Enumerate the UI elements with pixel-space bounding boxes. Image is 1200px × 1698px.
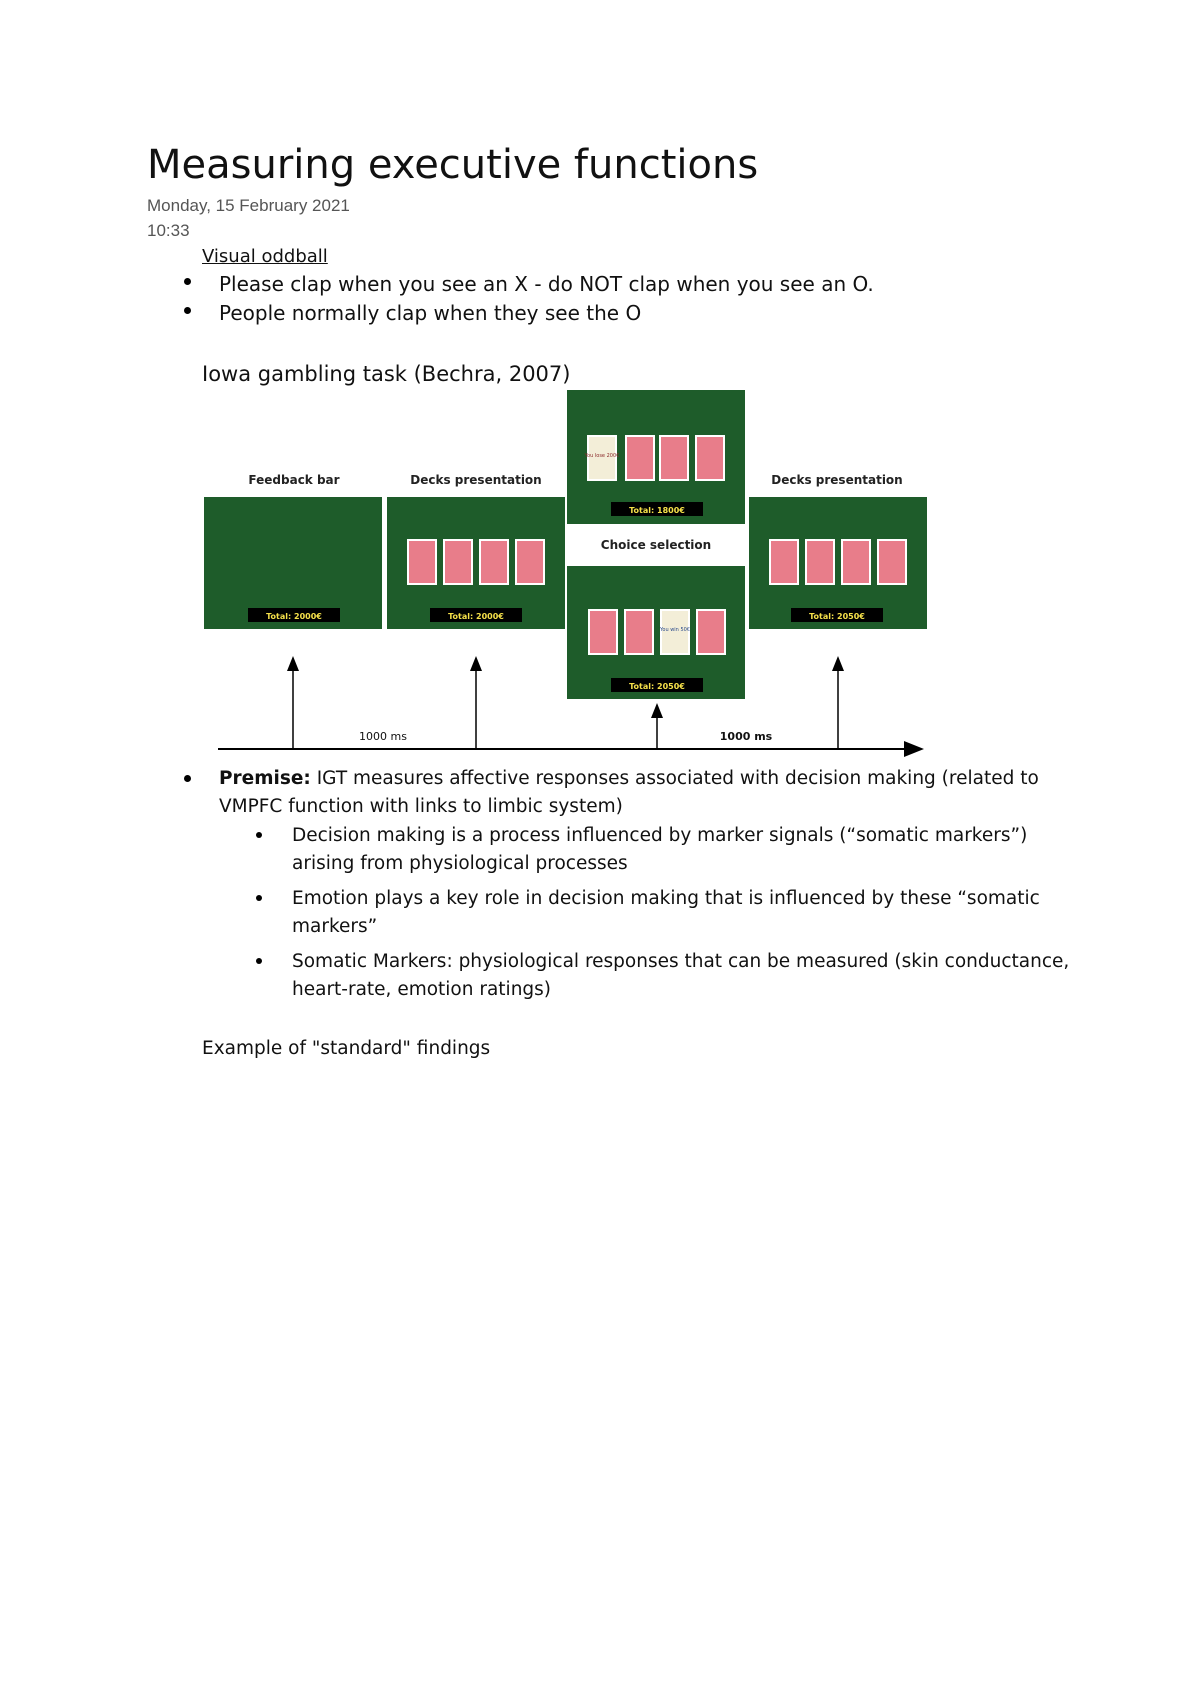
premise-text: IGT measures affective responses associated with decision making (related to VMPFC function with links to limbic system) [219,768,1039,817]
card [444,540,472,584]
card-note-win: You win 50€ [660,627,690,633]
card-note-lose: You lose 200€ [584,453,620,459]
bullet-dot [256,958,262,964]
label-choice-selection: Choice selection [600,538,712,552]
example-heading: Example of "standard" findings [202,1038,491,1059]
card [696,436,724,480]
page-time: 10:33 [147,221,190,240]
total-text-4: Total: 2050€ [809,612,865,621]
card [589,610,617,654]
card [878,540,906,584]
premise-sub-3: Somatic Markers: physiological responses that can be measured (skin conductance, heart-rate, emotion ratings) [292,951,1070,1000]
card [842,540,870,584]
premise-sub-1: Decision making is a process influenced by marker signals (“somatic markers”) arising from physiological processes [292,825,1028,874]
premise-sub-2: Emotion plays a key role in decision making that is influenced by these “somatic markers” [292,888,1040,937]
label-decks-presentation-1: Decks presentation [410,473,542,487]
card [697,610,725,654]
card [806,540,834,584]
premise-label: Premise: [219,768,311,789]
bullet-dot [184,775,191,782]
card [516,540,544,584]
card [770,540,798,584]
total-text-2: Total: 2000€ [448,612,504,621]
premise-paragraph [219,765,1039,821]
page-date: Monday, 15 February 2021 [147,196,350,215]
card [625,610,653,654]
oddball-heading: Visual oddball [202,246,328,267]
card [480,540,508,584]
card [408,540,436,584]
oddball-bullet-1: Please clap when you see an X - do NOT clap when you see an O. [219,272,874,296]
iowa-heading: Iowa gambling task (Bechra, 2007) [202,362,571,386]
label-feedback-bar: Feedback bar [248,473,340,487]
page-title: Measuring executive functions [147,142,759,188]
total-text-1: Total: 2000€ [266,612,322,621]
card [660,436,688,480]
timeline-label-right: 1000 ms [719,730,773,743]
bullet-dot [256,895,262,901]
total-text-choice-bottom: Total: 2050€ [629,682,685,691]
oddball-bullet-2: People normally clap when they see the O [219,301,642,325]
card [626,436,654,480]
total-text-choice-top: Total: 1800€ [629,506,685,515]
timeline-label-left: 1000 ms [359,730,407,743]
bullet-dot [256,832,262,838]
label-decks-presentation-2: Decks presentation [771,473,903,487]
